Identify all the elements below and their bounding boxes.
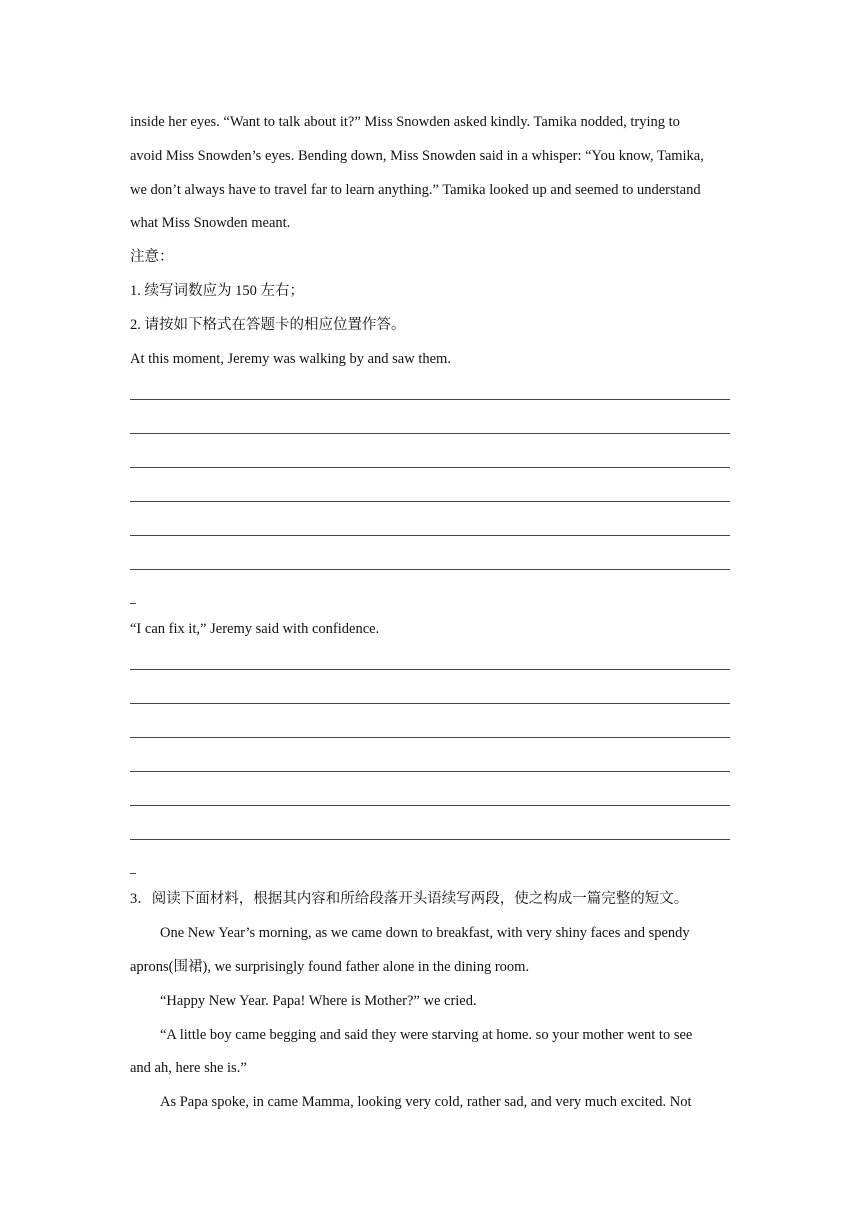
- answer-line[interactable]: [130, 805, 730, 806]
- question-3: 3．阅读下面材料，根据其内容和所给段落开头语续写两段，使之构成一篇完整的短文。: [130, 891, 689, 907]
- answer-line-end: [130, 603, 136, 604]
- continuation-prompt: “I can fix it,” Jeremy said with confidence.: [130, 621, 380, 637]
- text-line: what Miss Snowden meant.: [130, 215, 291, 231]
- text-line: we don’t always have to travel far to learn anything.” Tamika looked up and seemed to understand: [130, 182, 701, 198]
- story-line: “Happy New Year. Papa! Where is Mother?” we cried.: [160, 993, 477, 1009]
- answer-line[interactable]: [130, 669, 730, 670]
- note-item: 1. 续写词数应为 150 左右；: [130, 283, 304, 299]
- note-title: 注意：: [130, 249, 174, 265]
- answer-line[interactable]: [130, 569, 730, 570]
- answer-line[interactable]: [130, 535, 730, 536]
- text-line: avoid Miss Snowden’s eyes. Bending down, Miss Snowden said in a whisper: “You know, Tamika,: [130, 148, 704, 164]
- story-line: aprons(围裙), we surprisingly found father alone in the dining room.: [130, 959, 530, 975]
- answer-line[interactable]: [130, 839, 730, 840]
- story-line: and ah, here she is.”: [130, 1060, 247, 1076]
- answer-line[interactable]: [130, 399, 730, 400]
- story-line: As Papa spoke, in came Mamma, looking very cold, rather sad, and very much excited. Not: [160, 1094, 692, 1110]
- answer-line[interactable]: [130, 737, 730, 738]
- note-item: 2. 请按如下格式在答题卡的相应位置作答。: [130, 317, 406, 333]
- text-line: inside her eyes. “Want to talk about it?” Miss Snowden asked kindly. Tamika nodded, trying to: [130, 114, 680, 130]
- answer-line[interactable]: [130, 467, 730, 468]
- answer-line[interactable]: [130, 501, 730, 502]
- answer-line[interactable]: [130, 433, 730, 434]
- answer-line-end: [130, 873, 136, 874]
- story-line: One New Year’s morning, as we came down to breakfast, with very shiny faces and spendy: [160, 925, 690, 941]
- continuation-prompt: At this moment, Jeremy was walking by and saw them.: [130, 351, 451, 367]
- answer-line[interactable]: [130, 703, 730, 704]
- answer-line[interactable]: [130, 771, 730, 772]
- story-line: “A little boy came begging and said they were starving at home. so your mother went to see: [160, 1027, 693, 1043]
